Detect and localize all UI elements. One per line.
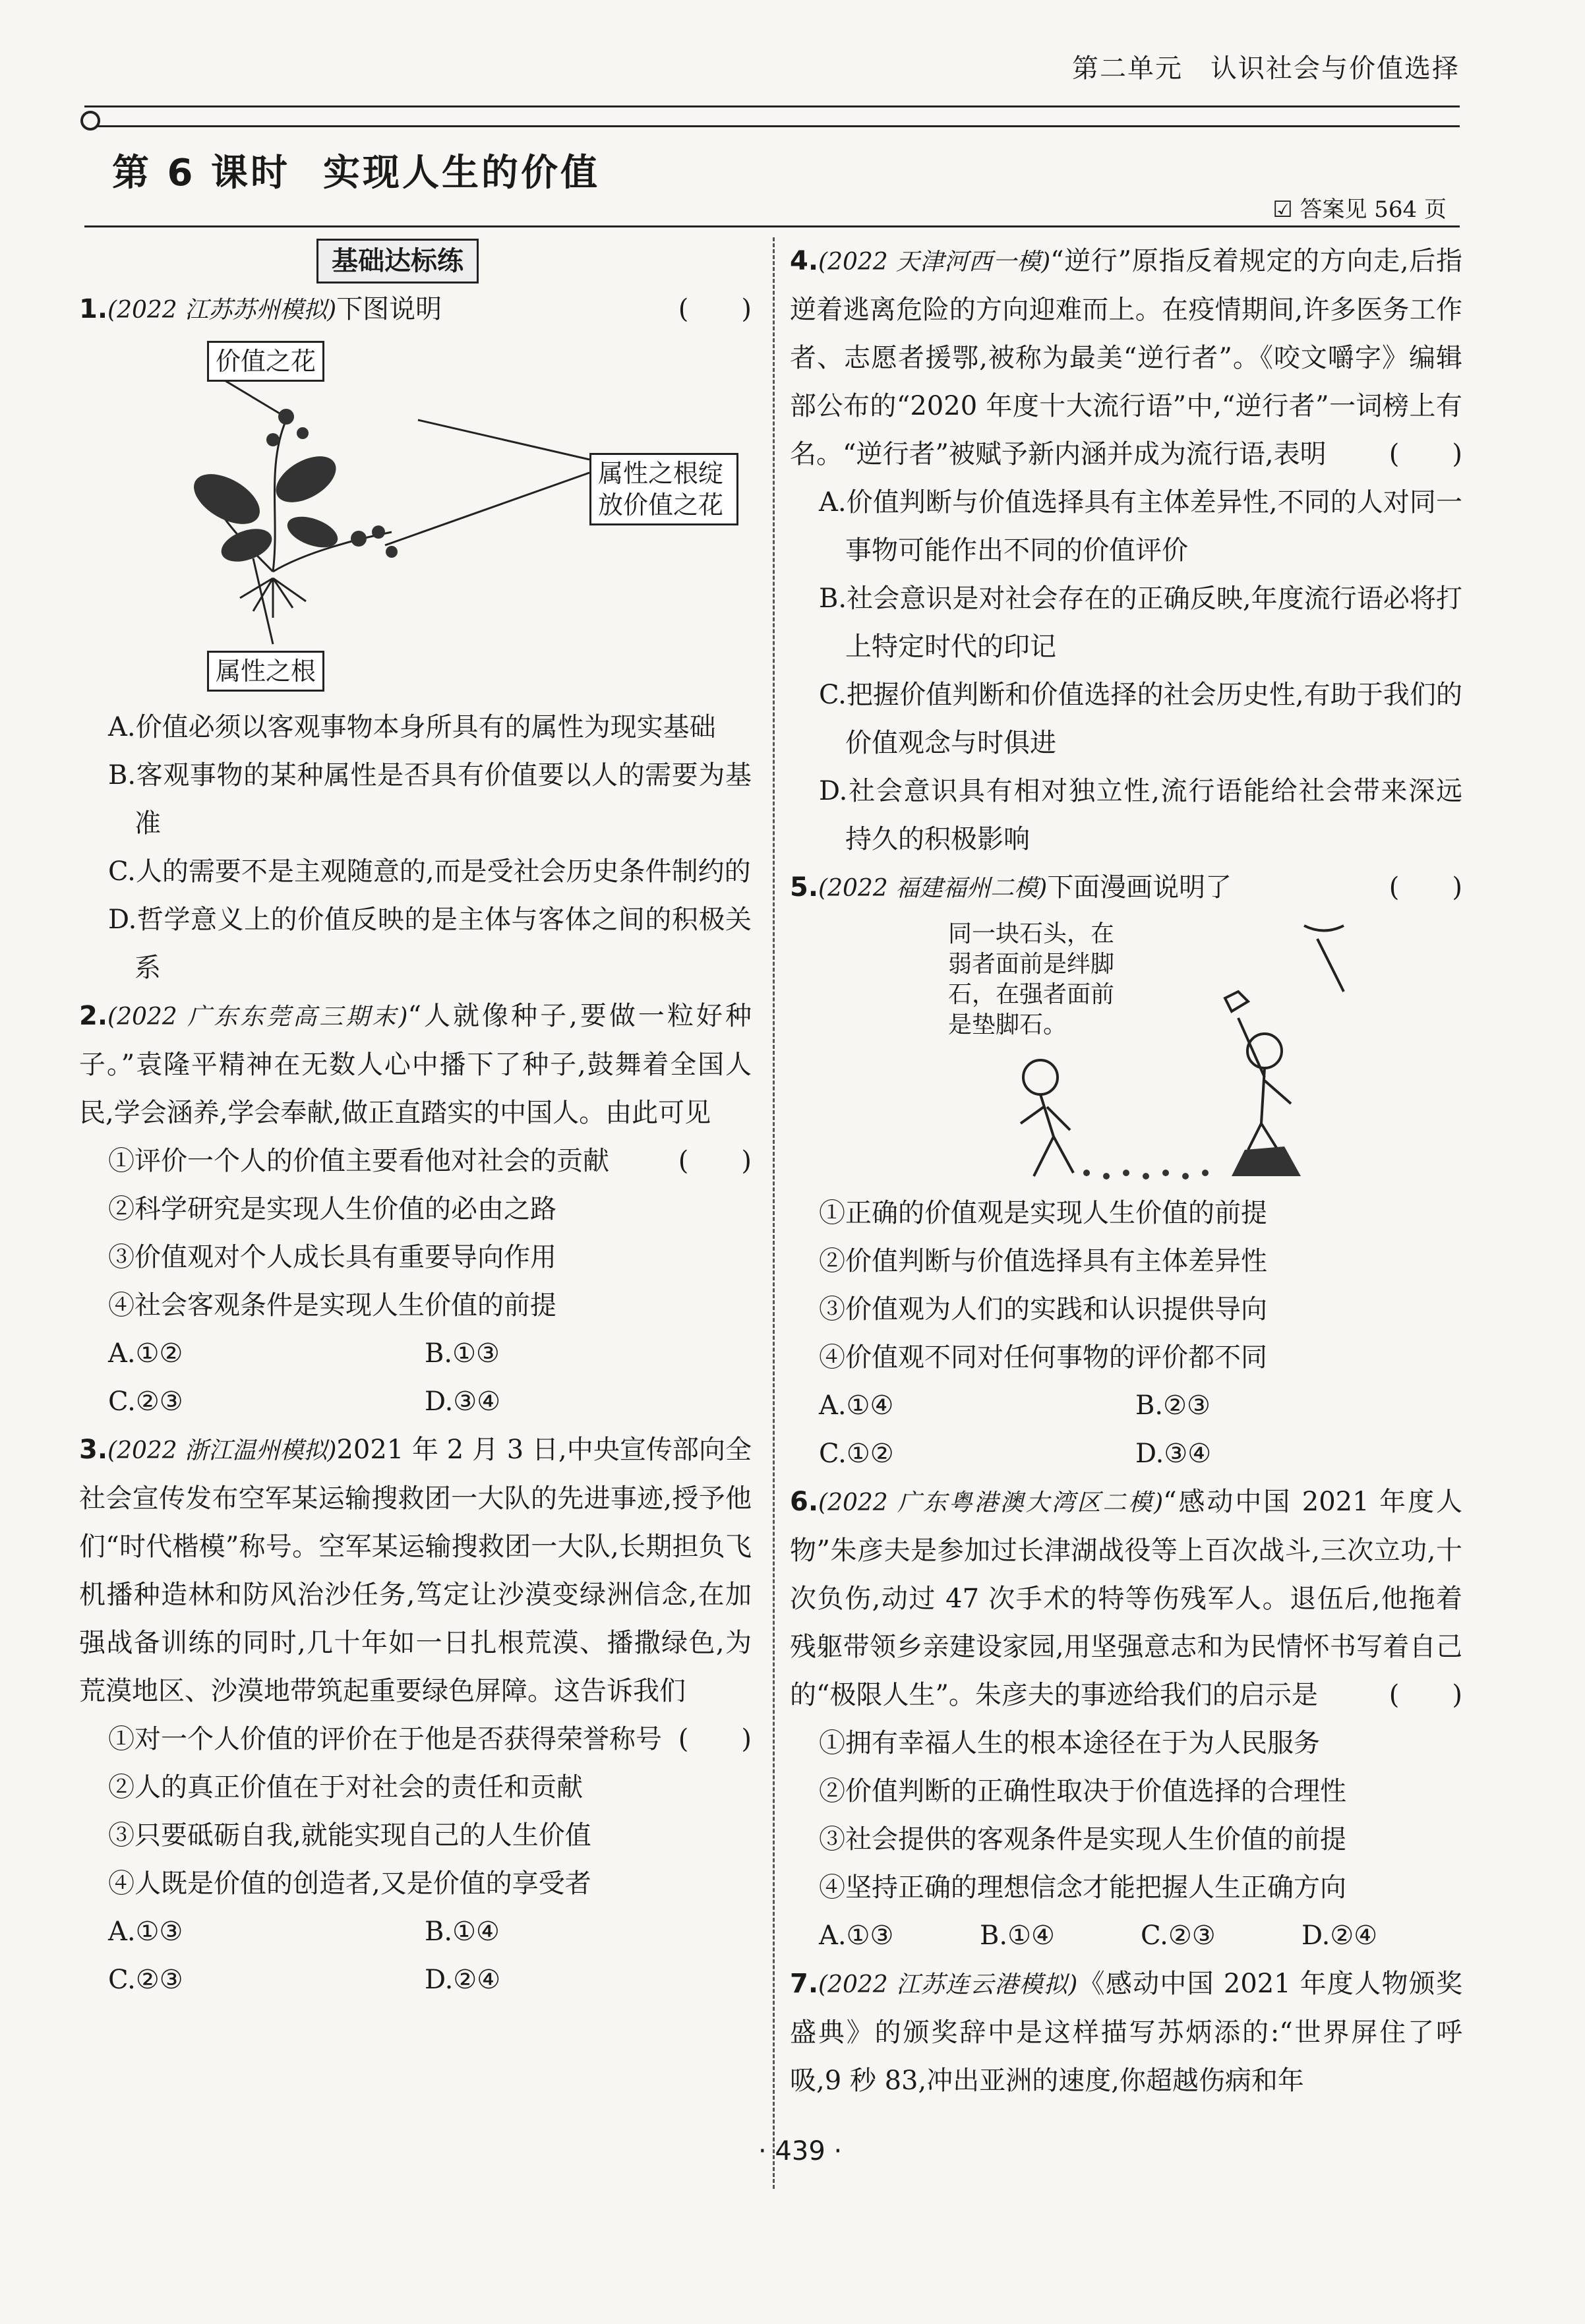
item: ②科学研究是实现人生价值的必由之路 — [108, 1194, 556, 1224]
item: ③价值观为人们的实践和认识提供导向 — [819, 1294, 1267, 1325]
label-value-flower: 价值之花 — [207, 341, 324, 382]
item: ③只要砥砺自我,就能实现自己的人生价值 — [108, 1820, 591, 1851]
lesson-number: 第 6 课时 — [112, 152, 290, 194]
item: ③社会提供的客观条件是实现人生价值的前提 — [819, 1824, 1346, 1855]
title-rule — [84, 225, 1460, 227]
option-b: B.社会意识是对社会存在的正确反映,年度流行语必将打上特定时代的印记 — [819, 583, 1462, 662]
section-heading — [79, 237, 752, 285]
left-column — [79, 237, 752, 2004]
item: ①拥有幸福人生的根本途径在于为人民服务 — [819, 1728, 1320, 1758]
question-7: 7.(2022 江苏连云港模拟)《感动中国 2021 年度人物颁奖盛典》的颁奖辞中是这样描写苏炳添的:“世界屏住了呼吸,9 秒 83,冲出亚洲的速度,你超越伤病和年 — [790, 1969, 1462, 2096]
question-4: 4.(2022 天津河西一模)“逆行”原指反着规定的方向走,后指逆着逃离危险的方向迎难而上。在疫情期间,许多医务工作者、志愿者援鄂,被称为最美“逆行者”。《咬文嚼字》编辑部公布的“2020 年度十大流行语”中,“逆行者”一词榜上有名。“逆行者”被赋予新内涵并成为流行语,表明 ( ) A.价值判断与价值选择具有主体差异性,不同的人对同一事物可能作出不同的价值评价 B.社会意识是对社会存在的正确反映,年度流行语必将打上特定时代的印记 C.把握价值判断和价值选择的社会历史性,有助于我们的价值观念与时俱进 D.社会意识具有相对独立性,流行语能给社会带来深远持久的积极影响 — [790, 237, 1462, 864]
choices-row: A.①③ B.①④ C.②③ D.②④ — [819, 1921, 1378, 1951]
question-3: 3.(2022 浙江温州模拟)2021 年 2 月 3 日,中央宣传部向全社会宣传发布空军某运输搜救团一大队的先进事迹,授予他们“时代楷模”称号。空军某运输搜救团一大队,长期担负飞机播种造林和防风治沙任务,笃定让沙漠变绿洲信念,在加强战备训练的同时,几十年如一日扎根荒漠、播撒绿色,为荒漠地区、沙漠地带筑起重要绿色屏障。这告诉我们 ( ) ①对一个人价值的评价在于他是否获得荣誉称号 ②人的真正价值在于对社会的责任和贡献 ③只要砥砺自我,就能实现自己的人生价值 ④人既是价值的创造者,又是价值的享受者 A.①③ B.①④ C.②③ D.②④ — [79, 1426, 752, 2004]
item: ④坚持正确的理想信念才能把握人生正确方向 — [819, 1872, 1346, 1903]
option-d: D.社会意识具有相对独立性,流行语能给社会带来深远持久的积极影响 — [819, 776, 1462, 854]
choices-row: C.①② D.③④ — [819, 1439, 1212, 1469]
item: ③价值观对个人成长具有重要导向作用 — [108, 1242, 556, 1272]
option-c: C.人的需要不是主观随意的,而是受社会历史条件制约的 — [108, 856, 751, 887]
question-5: 5.(2022 福建福州二模)下面漫画说明了 ( ) 同一块石头，在 弱者面前是绊脚 石，在强者面前 是垫脚石。 ①正确的价值观是实现人生价值的前提 ②价值判断与价值选择具有主体差异性 ③价值观为人们的实践和认识提供导向 ④价值观不同对任何事物的评价都不同 A.①④ B.②③ C.①② D.③④ — [790, 864, 1462, 1478]
option-b: B.客观事物的某种属性是否具有价值要以人的需要为基准 — [108, 760, 752, 839]
page-number: · 439 · — [758, 2136, 843, 2166]
choices-row: A.①③ B.①④ — [108, 1917, 500, 1947]
item: ①对一个人价值的评价在于他是否获得荣誉称号 — [108, 1724, 662, 1754]
question-1: 1.(2022 江苏苏州模拟)下图说明 ( ) 价值之花 属性之根绽放价值之花 属性之根 A.价值必须以客观事物本身所具有的属性为现实基础 B.客观事物的某种属性是否具有价值要以人的需要为基准 C.人的需要不是主观随意的,而是受社会历史条件制约的 D.哲学意义上的价值反映的是主体与客体之间的积极关系 — [79, 285, 752, 992]
unit-header: 第二单元 认识社会与价值选择 — [1072, 53, 1460, 84]
item: ②价值判断与价值选择具有主体差异性 — [819, 1246, 1267, 1276]
choices-row: C.②③ D.③④ — [108, 1386, 501, 1417]
cartoon-figure — [922, 912, 1383, 1189]
cartoon-caption: 同一块石头，在 弱者面前是绊脚 石，在强者面前 是垫脚石。 — [948, 920, 1115, 1038]
choices-row: A.①② B.①③ — [108, 1338, 500, 1369]
plant-figure — [108, 334, 752, 703]
item: ④人既是价值的创造者,又是价值的享受者 — [108, 1868, 591, 1899]
option-a: A.价值必须以客观事物本身所具有的属性为现实基础 — [108, 712, 716, 742]
item: ④社会客观条件是实现人生价值的前提 — [108, 1290, 556, 1321]
item: ②人的真正价值在于对社会的责任和贡献 — [108, 1772, 583, 1803]
question-6: 6.(2022 广东粤港澳大湾区二模)“感动中国 2021 年度人物”朱彦夫是参加过长津湖战役等上百次战斗,三次立功,十次负伤,动过 47 次手术的特等伤残军人。退伍后,他拖着残躯带领乡亲建设家园,用坚强意志和为民情怀书写着自己的“极限人生”。朱彦夫的事迹给我们的启示是 ( ) ①拥有幸福人生的根本途径在于为人民服务 ②价值判断的正确性取决于价值选择的合理性 ③社会提供的客观条件是实现人生价值的前提 ④坚持正确的理想信念才能把握人生正确方向 A.①③ B.①④ C.②③ D.②④ — [790, 1478, 1462, 1960]
item: ①评价一个人的价值主要看他对社会的贡献 — [108, 1146, 609, 1176]
option-a: A.价值判断与价值选择具有主体差异性,不同的人对同一事物可能作出不同的价值评价 — [819, 487, 1462, 566]
checkbox-icon: ☑ — [1272, 196, 1300, 223]
item: ①正确的价值观是实现人生价值的前提 — [819, 1198, 1267, 1228]
corner-ornament-icon — [80, 111, 100, 131]
answer-reference: ☑ 答案见 564 页 — [1272, 196, 1447, 223]
section-badge: 基础达标练 — [316, 239, 479, 283]
choices-row: C.②③ D.②④ — [108, 1965, 501, 1995]
choices-row: A.①④ B.②③ — [819, 1390, 1211, 1421]
column-divider — [773, 237, 775, 2189]
question-2: 2.(2022 广东东莞高三期末)“人就像种子,要做一粒好种子。”袁隆平精神在无数人心中播下了种子,鼓舞着全国人民,学会涵养,学会奉献,做正直踏实的中国人。由此可见 ( ) ①评价一个人的价值主要看他对社会的贡献 ②科学研究是实现人生价值的必由之路 ③价值观对个人成长具有重要导向作用 ④社会客观条件是实现人生价值的前提 A.①② B.①③ C.②③ D.③④ — [79, 992, 752, 1426]
option-d: D.哲学意义上的价值反映的是主体与客体之间的积极关系 — [108, 905, 752, 983]
label-root-blooms-flower: 属性之根绽放价值之花 — [589, 453, 738, 525]
item: ④价值观不同对任何事物的评价都不同 — [819, 1342, 1267, 1373]
header-rule — [84, 105, 1460, 107]
lesson-title — [112, 144, 600, 196]
item: ②价值判断的正确性取决于价值选择的合理性 — [819, 1776, 1346, 1806]
option-c: C.把握价值判断和价值选择的社会历史性,有助于我们的价值观念与时俱进 — [819, 680, 1462, 758]
right-column — [790, 237, 1462, 2105]
label-attribute-root: 属性之根 — [207, 651, 324, 692]
lesson-name: 实现人生的价值 — [322, 152, 600, 194]
